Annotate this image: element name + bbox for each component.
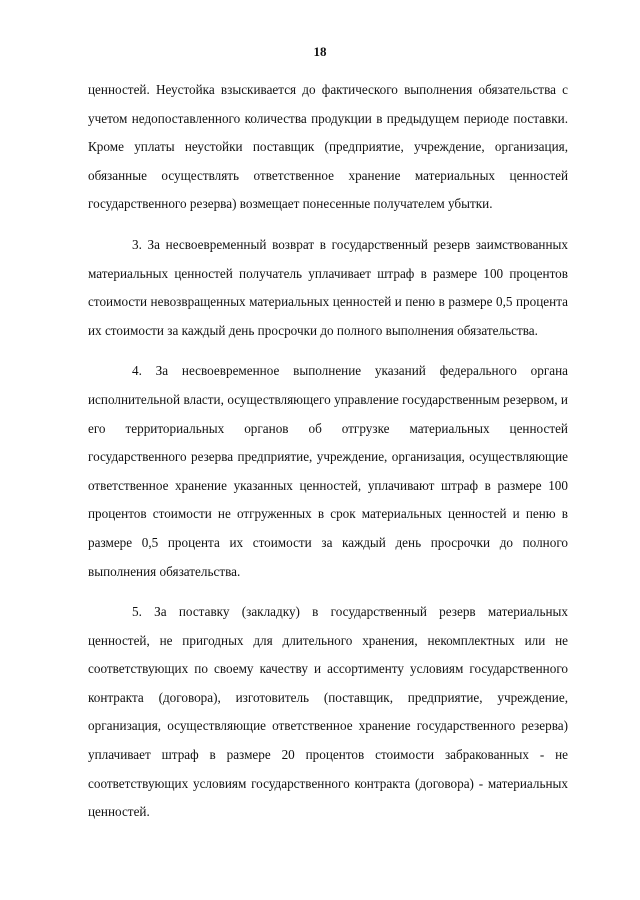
paragraph-item-3: 3. За несвоевременный возврат в государственный резерв заимствованных материальных ценностей получатель уплачивает штраф в размере 100 процентов стоимости невозвращенных материальных ценностей и пеню в размере 0,5 процента их стоимости за каждый день просрочки до полного выполнения обязательства.: [88, 236, 568, 338]
page-number: 18: [313, 44, 327, 59]
paragraph-continuation: ценностей. Неустойка взыскивается до фактического выполнения обязательства с учетом недопоставленного количества продукции в предыдущем периоде поставки. Кроме уплаты неустойки поставщик (предприятие, учреждение, организация, обязанные осуществлять ответственное хранение материальных ценностей государственного резерва) возмещает понесенные получателем убытки.: [88, 82, 568, 212]
paragraph-item-5: 5. За поставку (закладку) в государственный резерв материальных ценностей, не пригодных для длительного хранения, некомплектных или не соответствующих по своему качеству и ассортименту условиям государственного контракта (договора), изготовитель (поставщик, предприятие, учреждение, организация, осуществляющие ответственное хранение государственного резерва) уплачивает штраф в размере 20 процентов стоимости забракованных - не соответствующих условиям государственного контракта (договора) - материальных ценностей.: [88, 604, 568, 820]
document-body: [88, 76, 568, 827]
paragraph-item-4: 4. За несвоевременное выполнение указаний федерального органа исполнительной власти, осуществляющего управление государственным резервом, и его территориальных органов об отгрузке материальных ценностей государственного резерва предприятие, учреждение, организация, осуществляющие ответственное хранение указанных ценностей, уплачивают штраф в размере 100 процентов стоимости не отгруженных в срок материальных ценностей и пеню в размере 0,5 процента их стоимости за каждый день просрочки до полного выполнения обязательства.: [88, 363, 568, 579]
